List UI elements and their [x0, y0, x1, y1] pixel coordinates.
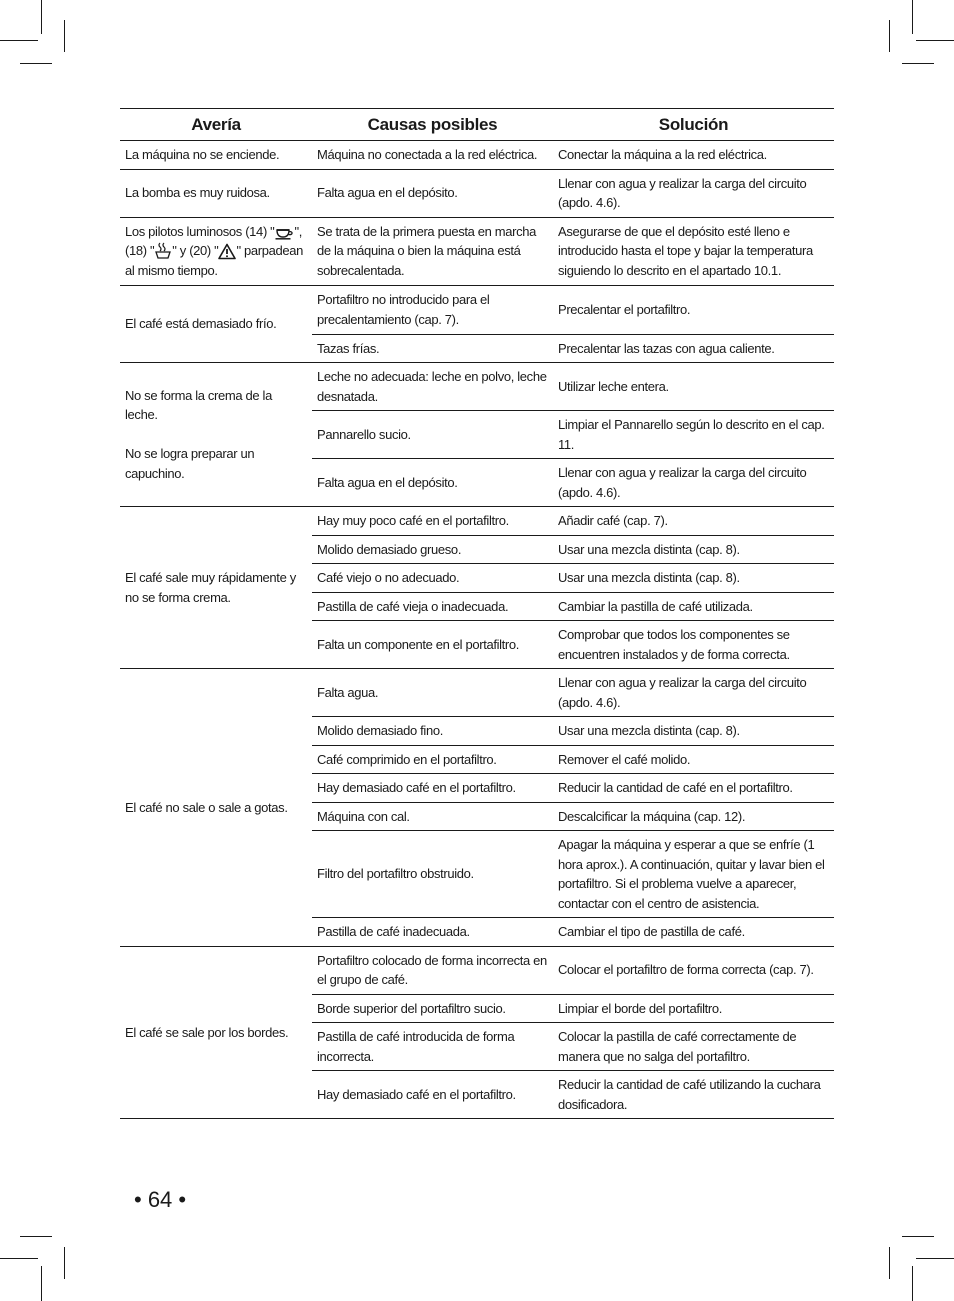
cause-cell: Pastilla de café introducida de forma incorrecta. — [312, 1023, 553, 1071]
fault-cell — [120, 363, 312, 507]
cause-cell: Filtro del portafiltro obstruido. — [312, 831, 553, 918]
solution-cell: Limpiar el Pannarello según lo descrito en el cap. 11. — [553, 411, 834, 459]
cause-cell: Pastilla de café vieja o inadecuada. — [312, 592, 553, 621]
crop-mark — [916, 1258, 954, 1259]
table-row — [120, 169, 834, 217]
cause-cell: Tazas frías. — [312, 334, 553, 363]
solution-cell: Usar una mezcla distinta (cap. 8). — [553, 564, 834, 593]
crop-mark — [902, 63, 934, 64]
cause-cell: Máquina no conectada a la red eléctrica. — [312, 141, 553, 170]
cause-cell: Pastilla de café inadecuada. — [312, 918, 553, 947]
table-row — [120, 507, 834, 536]
cause-cell: Falta agua. — [312, 669, 553, 717]
solution-cell: Colocar el portafiltro de forma correcta (cap. 7). — [553, 946, 834, 994]
crop-mark — [41, 0, 42, 34]
cause-cell: Molido demasiado fino. — [312, 717, 553, 746]
solution-cell: Remover el café molido. — [553, 745, 834, 774]
solution-cell: Colocar la pastilla de café correctamente de manera que no salga del portafiltro. — [553, 1023, 834, 1071]
table-row — [120, 946, 834, 994]
solution-cell: Limpiar el borde del portafiltro. — [553, 994, 834, 1023]
cause-cell: Portafiltro colocado de forma incorrecta en el grupo de café. — [312, 946, 553, 994]
steam-icon — [154, 242, 172, 260]
solution-cell: Utilizar leche entera. — [553, 363, 834, 411]
cause-cell: Molido demasiado grueso. — [312, 535, 553, 564]
cause-cell: Hay muy poco café en el portafiltro. — [312, 507, 553, 536]
table-row — [120, 141, 834, 170]
cause-cell: Café viejo o no adecuado. — [312, 564, 553, 593]
header-solution: Solución — [553, 109, 834, 141]
table-row — [120, 363, 834, 411]
solution-cell: Cambiar el tipo de pastilla de café. — [553, 918, 834, 947]
cause-cell: Café comprimido en el portafiltro. — [312, 745, 553, 774]
crop-mark — [20, 1236, 52, 1237]
solution-cell: Cambiar la pastilla de café utilizada. — [553, 592, 834, 621]
table-row — [120, 217, 834, 285]
fault-cell: La bomba es muy ruidosa. — [120, 169, 312, 217]
crop-mark — [912, 1266, 913, 1301]
troubleshooting-table — [120, 108, 834, 1119]
solution-cell: Añadir café (cap. 7). — [553, 507, 834, 536]
header-causes: Causas posibles — [312, 109, 553, 141]
crop-mark — [912, 0, 913, 34]
solution-cell: Asegurarse de que el depósito esté lleno e introducido hasta el tope y bajar la temperatura siguiendo lo descrito en el apartado 10.1. — [553, 217, 834, 285]
fault-text: No se logra preparar un capuchino. — [125, 446, 255, 481]
cause-cell: Borde superior del portafiltro sucio. — [312, 994, 553, 1023]
fault-text: ", (18) " — [125, 223, 302, 259]
cause-cell: Portafiltro no introducido para el precalentamiento (cap. 7). — [312, 285, 553, 334]
solution-cell: Usar una mezcla distinta (cap. 8). — [553, 717, 834, 746]
cause-cell: Falta agua en el depósito. — [312, 169, 553, 217]
solution-cell: Apagar la máquina y esperar a que se enfríe (1 hora aprox.). A continuación, quitar y lavar bien el portafiltro. Si el problema vuelve a aparecer, contactar con el centro de asistencia. — [553, 831, 834, 918]
cause-cell: Hay demasiado café en el portafiltro. — [312, 1071, 553, 1119]
crop-mark — [902, 1236, 934, 1237]
cause-cell: Pannarello sucio. — [312, 411, 553, 459]
fault-cell — [120, 217, 312, 285]
fault-cell: El café está demasiado frío. — [120, 285, 312, 363]
table-header-row — [120, 109, 834, 141]
crop-mark — [41, 1266, 42, 1301]
crop-mark — [889, 20, 890, 52]
fault-cell: La máquina no se enciende. — [120, 141, 312, 170]
fault-cell: El café sale muy rápidamente y no se forma crema. — [120, 507, 312, 669]
cause-cell: Se trata de la primera puesta en marcha de la máquina o bien la máquina está sobrecalentada. — [312, 217, 553, 285]
cause-cell: Falta agua en el depósito. — [312, 459, 553, 507]
crop-mark — [916, 40, 954, 41]
cause-cell: Falta un componente en el portafiltro. — [312, 621, 553, 669]
solution-cell: Usar una mezcla distinta (cap. 8). — [553, 535, 834, 564]
warning-triangle-icon — [218, 243, 236, 260]
table-row — [120, 285, 834, 334]
cause-cell: Hay demasiado café en el portafiltro. — [312, 774, 553, 803]
solution-cell: Conectar la máquina a la red eléctrica. — [553, 141, 834, 170]
crop-mark — [64, 20, 65, 52]
table-row — [120, 669, 834, 717]
coffee-cup-icon — [274, 224, 294, 241]
solution-cell: Llenar con agua y realizar la carga del circuito (apdo. 4.6). — [553, 169, 834, 217]
header-fault: Avería — [120, 109, 312, 141]
crop-mark — [20, 63, 52, 64]
crop-mark — [64, 1247, 65, 1279]
crop-mark — [0, 40, 38, 41]
solution-cell: Comprobar que todos los componentes se encuentren instalados y de forma correcta. — [553, 621, 834, 669]
fault-text: " y (20) " — [172, 243, 219, 259]
cause-cell: Leche no adecuada: leche en polvo, leche desnatada. — [312, 363, 553, 411]
solution-cell: Reducir la cantidad de café utilizando la cuchara dosificadora. — [553, 1071, 834, 1119]
fault-text: " parpadean al mismo tiempo. — [125, 243, 303, 278]
cause-cell: Máquina con cal. — [312, 802, 553, 831]
fault-cell: El café no sale o sale a gotas. — [120, 669, 312, 947]
fault-text: Los pilotos luminosos (14) " — [125, 223, 275, 239]
fault-cell: El café se sale por los bordes. — [120, 946, 312, 1119]
fault-text: No se forma la crema de la leche. — [125, 387, 272, 423]
crop-mark — [0, 1258, 38, 1259]
crop-mark — [889, 1247, 890, 1279]
page-number: • 64 • — [134, 1187, 187, 1212]
solution-cell: Llenar con agua y realizar la carga del circuito (apdo. 4.6). — [553, 669, 834, 717]
solution-cell: Precalentar el portafiltro. — [553, 285, 834, 334]
solution-cell: Llenar con agua y realizar la carga del circuito (apdo. 4.6). — [553, 459, 834, 507]
solution-cell: Descalcificar la máquina (cap. 12). — [553, 802, 834, 831]
solution-cell: Reducir la cantidad de café en el portafiltro. — [553, 774, 834, 803]
solution-cell: Precalentar las tazas con agua caliente. — [553, 334, 834, 363]
